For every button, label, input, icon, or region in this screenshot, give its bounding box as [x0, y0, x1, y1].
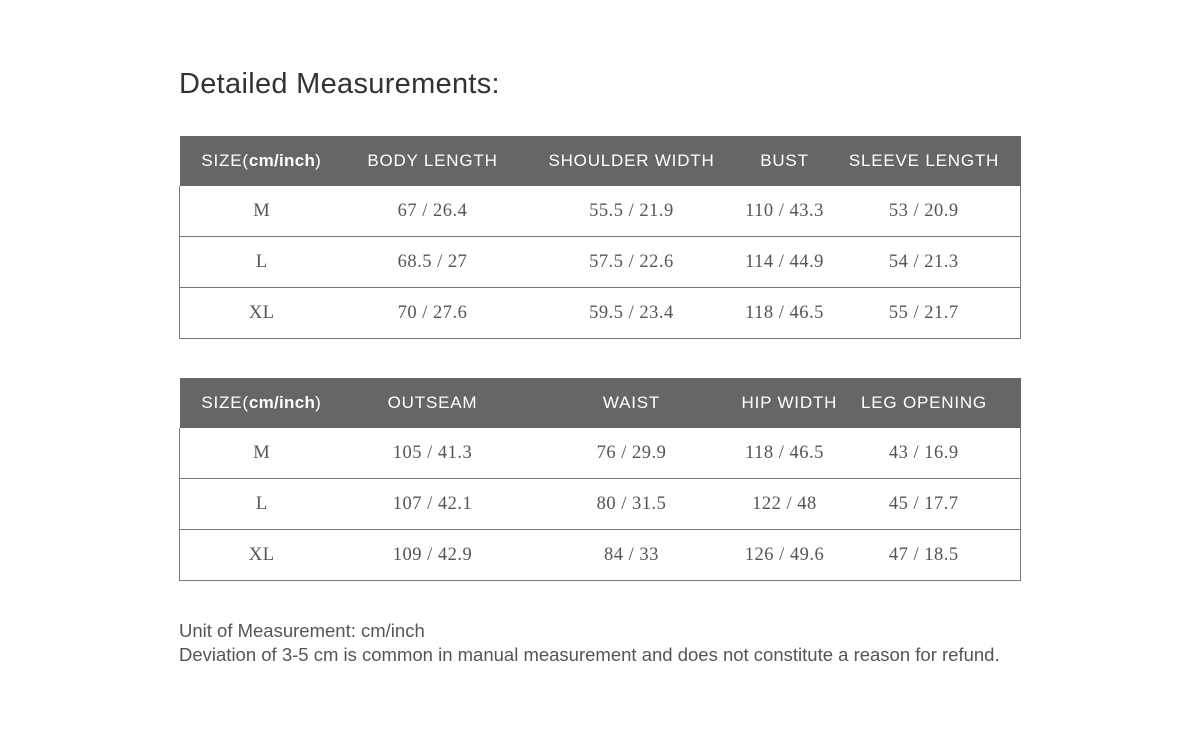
table-cell: M	[180, 186, 344, 237]
table-header-row	[180, 136, 1021, 186]
table-cell: 126 / 49.6	[742, 530, 828, 581]
header-shoulder-width: SHOULDER WIDTH	[548, 151, 715, 170]
table-cell: XL	[180, 288, 344, 339]
table-cell: M	[180, 428, 344, 479]
deviation-note: Deviation of 3-5 cm is common in manual measurement and does not constitute a reason for refund.	[179, 644, 1000, 665]
table-cell: 114 / 44.9	[742, 237, 828, 288]
bottom-measurement-table	[179, 378, 1021, 581]
header-sleeve-length: SLEEVE LENGTH	[848, 151, 1000, 170]
header-size-suffix: )	[315, 151, 322, 170]
table-row	[180, 428, 1021, 479]
header-outseam: OUTSEAM	[387, 393, 478, 412]
table-cell: 105 / 41.3	[344, 428, 522, 479]
table-cell: 45 / 17.7	[828, 479, 1021, 530]
table-row	[180, 530, 1021, 581]
table-cell: 107 / 42.1	[344, 479, 522, 530]
top-measurement-table	[179, 136, 1021, 339]
table-cell: 54 / 21.3	[828, 237, 1021, 288]
page-title: Detailed Measurements:	[179, 68, 500, 100]
table-cell: 110 / 43.3	[742, 186, 828, 237]
header-size	[180, 136, 344, 186]
table-cell: 68.5 / 27	[344, 237, 522, 288]
header-size	[180, 378, 344, 428]
header-size-unit: cm/inch	[248, 393, 316, 412]
table-cell: 67 / 26.4	[344, 186, 522, 237]
header-hip-width: HIP WIDTH	[741, 393, 838, 412]
header-size-prefix: SIZE(	[201, 151, 249, 170]
header-size-prefix: SIZE(	[201, 393, 249, 412]
table-cell: 59.5 / 23.4	[522, 288, 742, 339]
header-size-suffix: )	[315, 393, 322, 412]
table-cell: 47 / 18.5	[828, 530, 1021, 581]
header-size-unit: cm/inch	[248, 151, 316, 170]
table-cell: 109 / 42.9	[344, 530, 522, 581]
header-waist: WAIST	[602, 393, 661, 412]
table-cell: 53 / 20.9	[828, 186, 1021, 237]
unit-note: Unit of Measurement: cm/inch	[179, 620, 425, 641]
table-cell: XL	[180, 530, 344, 581]
table-row	[180, 479, 1021, 530]
table-cell: L	[180, 237, 344, 288]
header-leg-opening: LEG OPENING	[861, 393, 987, 412]
table-cell: 76 / 29.9	[522, 428, 742, 479]
table-cell: 122 / 48	[742, 479, 828, 530]
table-cell: 80 / 31.5	[522, 479, 742, 530]
table-cell: 55.5 / 21.9	[522, 186, 742, 237]
table-cell: 84 / 33	[522, 530, 742, 581]
table-cell: L	[180, 479, 344, 530]
table-cell: 55 / 21.7	[828, 288, 1021, 339]
table-cell: 118 / 46.5	[742, 288, 828, 339]
table-header-row	[180, 378, 1021, 428]
table-cell: 57.5 / 22.6	[522, 237, 742, 288]
table-row	[180, 288, 1021, 339]
table-cell: 70 / 27.6	[344, 288, 522, 339]
header-bust: BUST	[760, 151, 809, 170]
table-row	[180, 186, 1021, 237]
table-cell: 43 / 16.9	[828, 428, 1021, 479]
header-body-length: BODY LENGTH	[367, 151, 498, 170]
table-row	[180, 237, 1021, 288]
table-cell: 118 / 46.5	[742, 428, 828, 479]
